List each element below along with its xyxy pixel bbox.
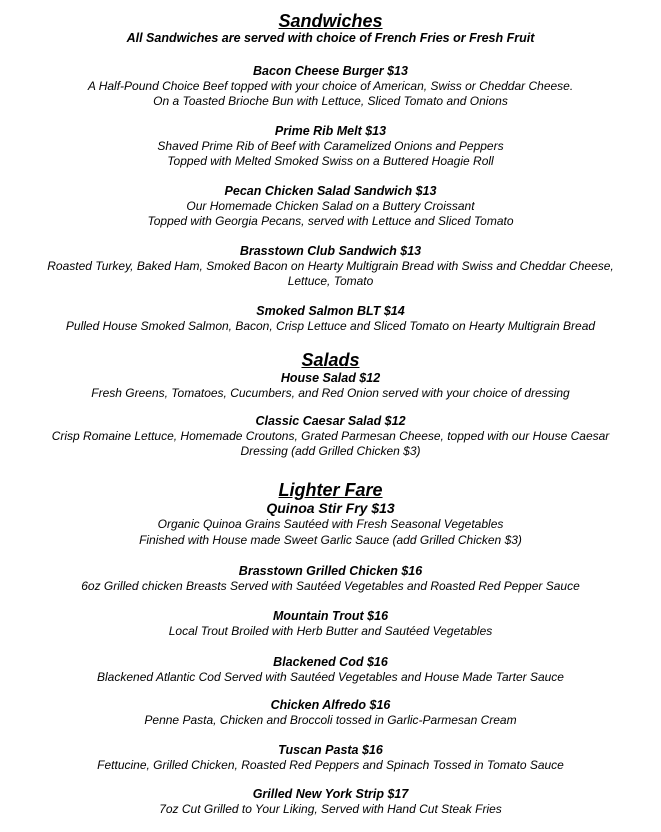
item-name: Quinoa Stir Fry $13 [266,500,395,516]
item-description: Dressing (add Grilled Chicken $3) [240,443,421,458]
menu-item [0,743,661,773]
item-description: Local Trout Broiled with Herb Butter and Sautéed Vegetables [168,624,493,638]
section-title-salads: Salads [301,350,360,370]
menu-item [0,655,661,685]
item-description: Topped with Melted Smoked Swiss on a Buttered Hoagie Roll [167,153,494,168]
sandwiches-subtitle: All Sandwiches are served with choice of French Fries or Fresh Fruit [126,31,535,45]
item-description: Blackened Atlantic Cod Served with Sautéed Vegetables and House Made Tarter Sauce [97,670,564,684]
menu-item [0,64,661,108]
item-name: Smoked Salmon BLT $14 [256,304,405,318]
item-name: Pecan Chicken Salad Sandwich $13 [224,184,437,198]
item-name: Brasstown Grilled Chicken $16 [238,564,423,578]
menu-item [0,609,661,639]
item-description: Our Homemade Chicken Salad on a Buttery Croissant [186,199,475,213]
menu-item [0,124,661,168]
item-name: House Salad $12 [280,371,381,385]
section-title-lighter-fare: Lighter Fare [278,480,383,500]
item-description: Roasted Turkey, Baked Ham, Smoked Bacon on Hearty Multigrain Bread with Swiss and Cheddar Cheese, [47,259,614,273]
menu-item [0,304,661,334]
item-description: Finished with House made Sweet Garlic Sauce (add Grilled Chicken $3) [139,533,522,547]
item-description: 6oz Grilled chicken Breasts Served with Sautéed Vegetables and Roasted Red Pepper Sauce [81,579,580,593]
lighter-fare-header [0,480,661,500]
item-name: Grilled New York Strip $17 [252,787,409,801]
item-description: Topped with Georgia Pecans, served with Lettuce and Sliced Tomato [147,213,514,228]
item-description: Crisp Romaine Lettuce, Homemade Croutons, Grated Parmesan Cheese, topped with our House Caesar [51,429,610,443]
menu-item [0,184,661,228]
item-name: Mountain Trout $16 [272,609,389,623]
item-name: Bacon Cheese Burger $13 [253,64,408,78]
item-name: Chicken Alfredo $16 [270,698,391,712]
section-title-sandwiches: Sandwiches [278,11,383,31]
item-description: On a Toasted Brioche Bun with Lettuce, Sliced Tomato and Onions [153,93,508,108]
menu-item [0,500,661,548]
menu-item [0,787,661,817]
menu-item [0,564,661,594]
item-description: 7oz Cut Grilled to Your Liking, Served with Hand Cut Steak Fries [159,802,502,816]
item-description: Organic Quinoa Grains Sautéed with Fresh Seasonal Vegetables [157,517,504,531]
item-description: A Half-Pound Choice Beef topped with your choice of American, Swiss or Cheddar Cheese. [87,79,574,93]
item-description: Penne Pasta, Chicken and Broccoli tossed in Garlic-Parmesan Cream [144,713,517,727]
salads-header [0,350,661,370]
menu-item [0,244,661,288]
item-name: Prime Rib Melt $13 [274,124,387,138]
item-description: Pulled House Smoked Salmon, Bacon, Crisp Lettuce and Sliced Tomato on Hearty Multigrain Bread [65,319,596,333]
item-description: Fettucine, Grilled Chicken, Roasted Red Peppers and Spinach Tossed in Tomato Sauce [97,758,564,772]
item-description: Fresh Greens, Tomatoes, Cucumbers, and Red Onion served with your choice of dressing [91,386,570,400]
item-description: Shaved Prime Rib of Beef with Caramelized Onions and Peppers [157,139,504,153]
menu-item [0,414,661,458]
item-name: Classic Caesar Salad $12 [255,414,406,428]
menu-item [0,371,661,401]
sandwiches-header [0,11,661,46]
item-name: Blackened Cod $16 [273,655,388,669]
item-description: Lettuce, Tomato [287,273,374,288]
menu-item [0,698,661,728]
item-name: Brasstown Club Sandwich $13 [239,244,422,258]
item-name: Tuscan Pasta $16 [278,743,383,757]
